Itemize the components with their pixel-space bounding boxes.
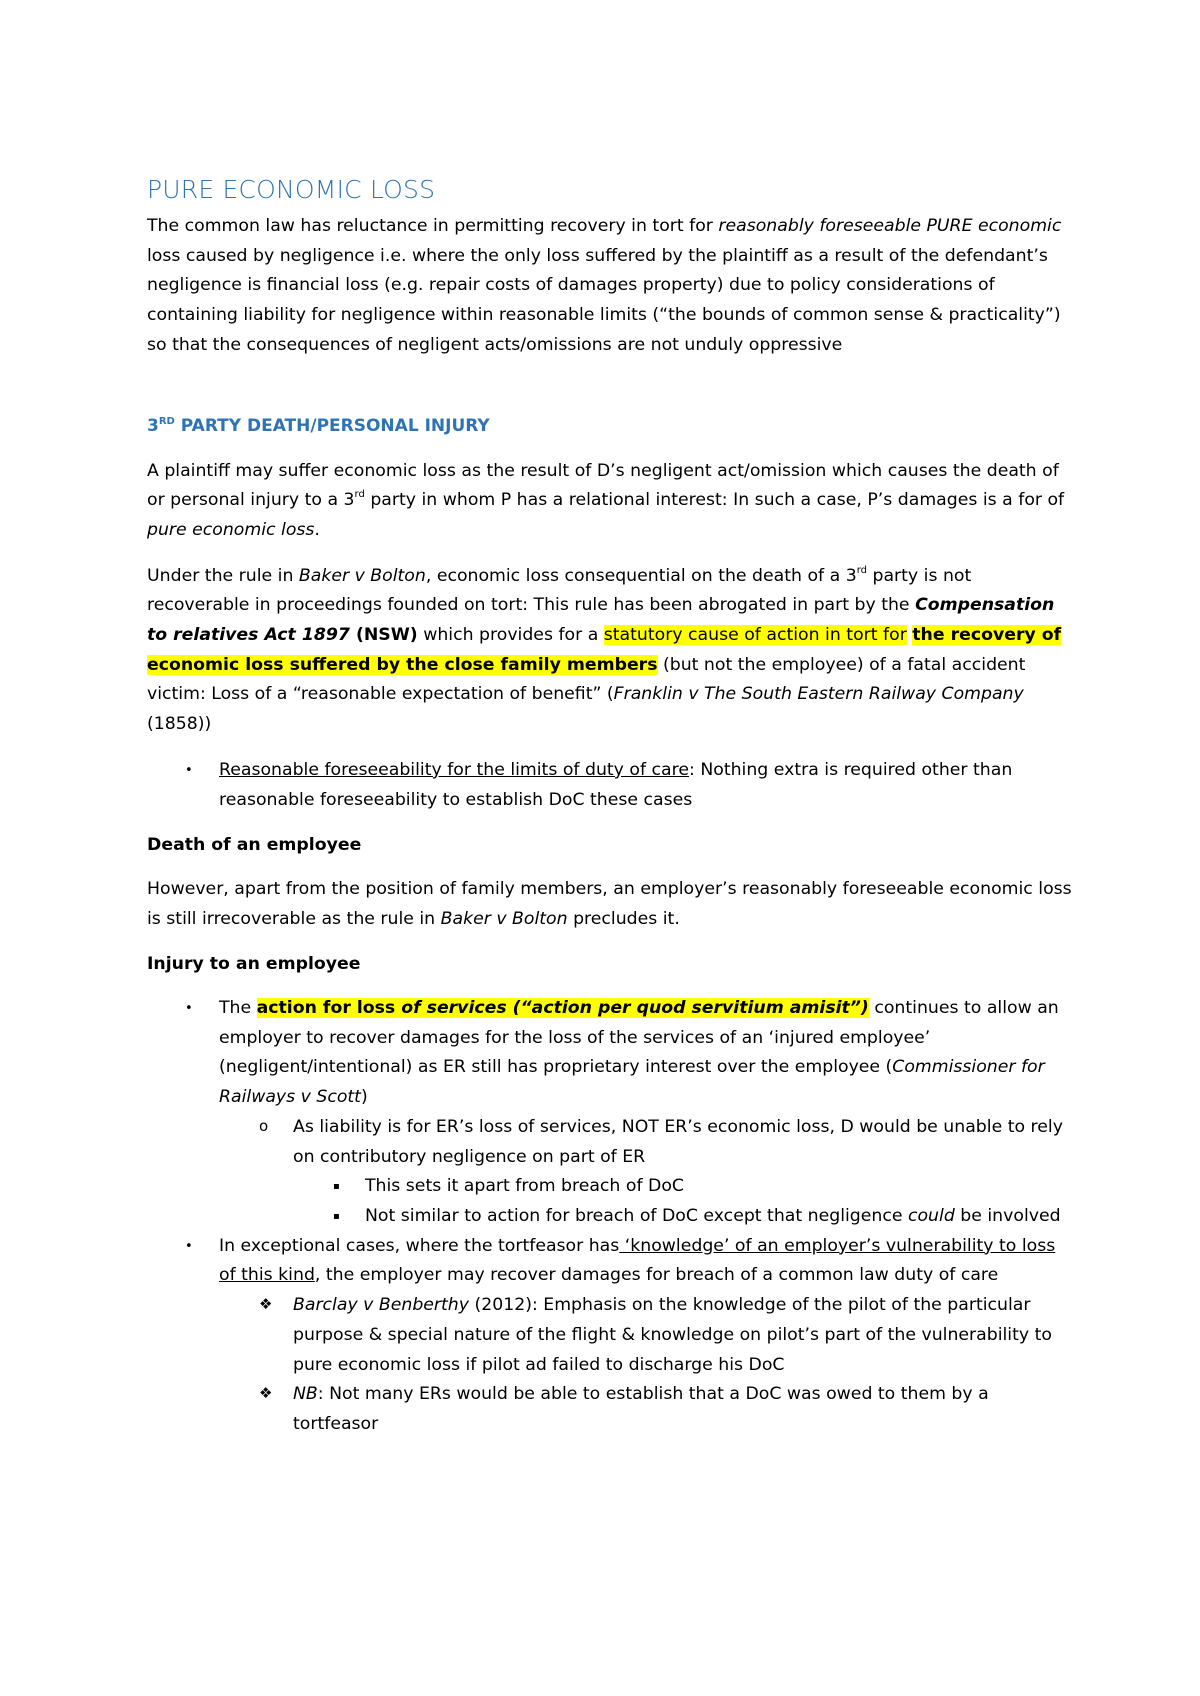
section-ordinal: RD bbox=[158, 415, 175, 427]
ordinal: rd bbox=[856, 564, 867, 576]
text: , the employer may recover damages for breach of a common law duty of care bbox=[314, 1265, 999, 1286]
text: This sets it apart from breach of DoC bbox=[365, 1176, 684, 1197]
list-item bbox=[219, 1380, 1072, 1439]
text-italic: could bbox=[907, 1205, 955, 1226]
diamond-bullet-icon: ❖ bbox=[259, 1295, 273, 1314]
highlighted-bold-text: action for loss bbox=[256, 998, 402, 1019]
text: : Not many ERs would be able to establish that a DoC was owed to them by a tortfeasor bbox=[293, 1384, 989, 1434]
text: loss caused by negligence i.e. where the only loss suffered by the plaintiff as a result of the defendant’s negligence is financial loss (e.g. repair costs of damages property) due to policy considerations of containing liability for negligence within reasonable limits (“the bounds of common sense & practicality”) so that the consequences of negligent acts/omissions are not unduly oppressive bbox=[147, 245, 1061, 355]
intro-paragraph bbox=[147, 212, 1072, 361]
text: (but not the employee) of a fatal accident victim: Loss of a “reasonable expectation of benefit” ( bbox=[147, 654, 1026, 705]
ordinal: rd bbox=[354, 489, 365, 501]
paragraph-relational-interest bbox=[147, 457, 1072, 546]
sub-list bbox=[219, 1113, 1072, 1232]
sub-list bbox=[219, 1291, 1072, 1440]
text: party in whom P has a relational interest: In such a case, P’s damages is a for of bbox=[364, 490, 1065, 511]
text: : Nothing extra is required other than reasonable foreseeability to establish DoC these cases bbox=[219, 759, 1013, 810]
text-bold: (NSW) bbox=[349, 625, 418, 646]
list-item bbox=[147, 756, 1072, 815]
text: A plaintiff may suffer economic loss as the result of D’s negligent act/omission which causes the death of or personal injury to a 3 bbox=[147, 460, 1059, 511]
text: . bbox=[314, 519, 320, 540]
text: ) bbox=[360, 1087, 368, 1108]
paragraph-baker-v-bolton bbox=[147, 562, 1072, 740]
text: However, apart from the position of family members, an employer’s reasonably foreseeable economic loss is still irrecoverable as the rule in bbox=[147, 878, 1072, 929]
text: As liability is for ER’s loss of services, NOT ER’s economic loss, D would be unable to rely on contributory negligence on part of ER bbox=[293, 1116, 1063, 1167]
document-body bbox=[147, 170, 1072, 1456]
case-name: Franklin v The South Eastern Railway Company bbox=[613, 684, 1024, 705]
text: which provides for a bbox=[417, 625, 604, 646]
case-name: Baker v Bolton bbox=[440, 908, 568, 929]
list-item bbox=[219, 1291, 1072, 1380]
list-item bbox=[293, 1172, 1072, 1202]
section-title: PARTY DEATH/PERSONAL INJURY bbox=[174, 415, 490, 436]
list-item bbox=[147, 994, 1072, 1232]
diamond-bullet-icon: ❖ bbox=[259, 1384, 273, 1403]
text: precludes it. bbox=[567, 908, 680, 929]
list-item bbox=[293, 1202, 1072, 1232]
case-name: Commissioner for Railways v Scott bbox=[219, 1057, 1045, 1108]
highlighted-bold-text: the recovery of economic loss suffered by the close family members bbox=[147, 625, 1062, 675]
text: (2012): Emphasis on the knowledge of the pilot of the particular purpose & special nature of the flight & knowledge on pilot’s part of the vulnerability to pure economic loss if pilot ad failed to discharge his DoC bbox=[293, 1295, 1052, 1375]
highlighted-text: statutory cause of action in tort for bbox=[603, 625, 907, 646]
bullet-list bbox=[147, 756, 1072, 815]
subheading-injury-to-employee: Injury to an employee bbox=[147, 954, 361, 975]
text-italic: pure economic loss bbox=[147, 519, 315, 540]
text: Under the rule in bbox=[147, 565, 299, 586]
text: Not similar to action for breach of DoC except that negligence bbox=[365, 1205, 908, 1226]
statute-name: Compensation to relatives Act 1897 bbox=[147, 595, 1055, 646]
section-number: 3 bbox=[147, 415, 159, 436]
bullet-icon: • bbox=[185, 1238, 193, 1254]
list-item bbox=[219, 1113, 1072, 1232]
case-name: Barclay v Benberthy bbox=[293, 1295, 469, 1316]
text-italic: NB bbox=[293, 1384, 318, 1405]
case-name: Baker v Bolton bbox=[298, 565, 426, 586]
underlined-text: Reasonable foreseeability for the limits of duty of care bbox=[219, 759, 689, 780]
text: continues to allow an employer to recover damages for the loss of the services of an ‘injured employee’ (negligent/intentional) as ER still has proprietary interest over the employee ( bbox=[219, 998, 1059, 1078]
text: party is not recoverable in proceedings founded on tort: This rule has been abrogated in part by the bbox=[147, 565, 972, 616]
text: The common law has reluctance in permitting recovery in tort for bbox=[147, 216, 719, 236]
subheading-death-of-employee: Death of an employee bbox=[147, 835, 362, 856]
square-bullet-icon: ▪ bbox=[333, 1210, 340, 1222]
text: , economic loss consequential on the death of a 3 bbox=[425, 565, 857, 586]
sub-sub-list bbox=[293, 1172, 1072, 1231]
section-heading bbox=[147, 411, 1072, 441]
page-title: PURE ECONOMIC LOSS bbox=[147, 175, 436, 204]
highlighted-bold-italic-text: of services (“action per quod servitium amisit”) bbox=[401, 998, 869, 1019]
bullet-list bbox=[147, 994, 1072, 1440]
text-italic: reasonably foreseeable PURE economic bbox=[718, 216, 1062, 236]
circle-bullet-icon: o bbox=[259, 1116, 269, 1135]
text: be involved bbox=[954, 1205, 1061, 1226]
square-bullet-icon: ▪ bbox=[333, 1181, 340, 1193]
text: The bbox=[219, 998, 257, 1019]
bullet-icon: • bbox=[185, 762, 193, 778]
text: In exceptional cases, where the tortfeasor has bbox=[219, 1235, 620, 1256]
underlined-text: ‘knowledge’ of an employer’s vulnerability to loss of this kind bbox=[219, 1235, 1056, 1286]
list-item bbox=[147, 1232, 1072, 1440]
paragraph-employer-loss bbox=[147, 875, 1072, 934]
bullet-icon: • bbox=[185, 1001, 193, 1017]
text: (1858)) bbox=[147, 714, 212, 735]
